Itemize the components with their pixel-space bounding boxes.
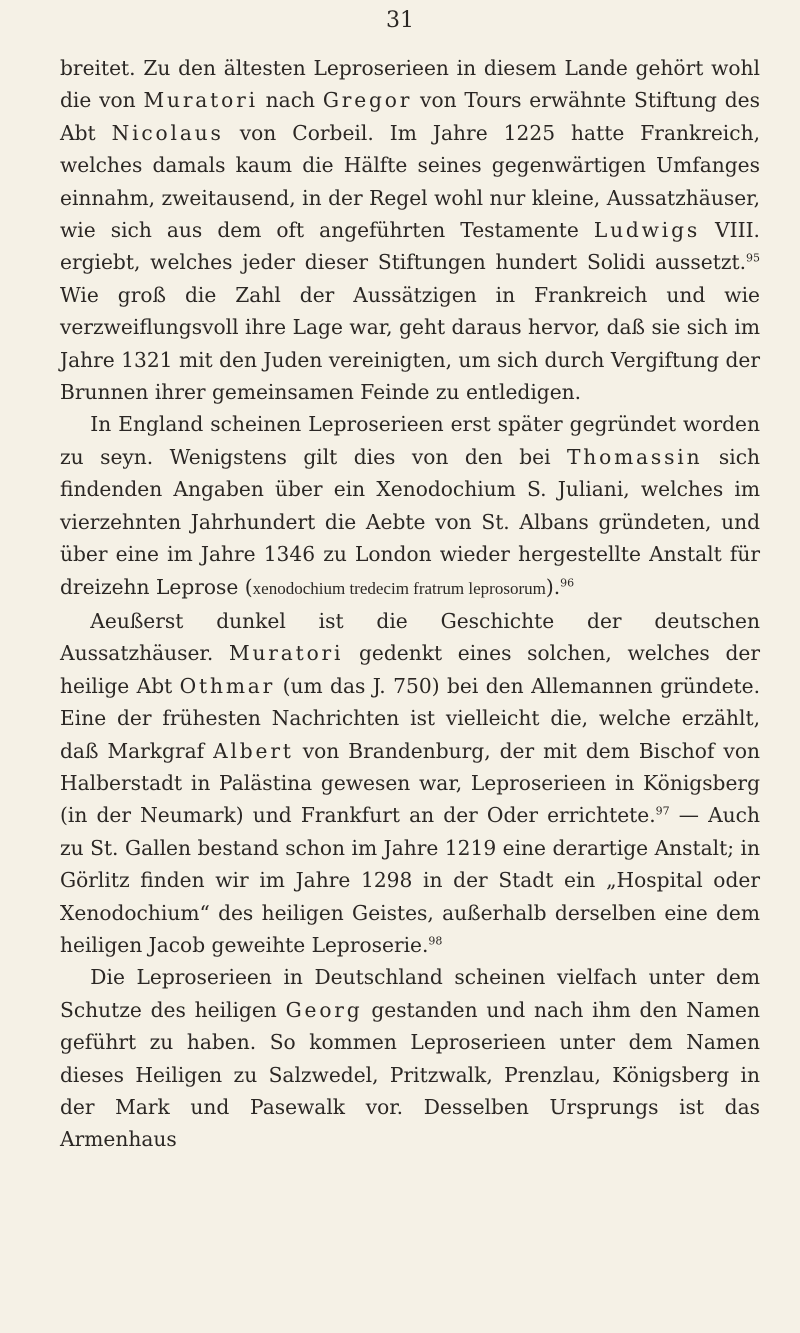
paragraph-4 xyxy=(60,961,760,1155)
footnote-ref: 96 xyxy=(560,575,575,589)
emphasized-name: Muratori xyxy=(228,641,344,666)
text-run: breitet. Zu den ältesten Leproserieen in diesem Lande gehört wohl die von xyxy=(60,56,760,113)
text-run: ). xyxy=(545,574,561,599)
text-run: — Auch zu St. Gallen bestand schon im Jahre 1219 eine derartige Anstalt; in Görlitz finden wir im Jahre 1298 in der Stadt ein „Hospital oder Xenodochium“ des heiligen Geistes, außerhalb derselben eine dem heiligen Jacob geweihte Leproserie. xyxy=(60,803,760,957)
emphasized-name: Ludwigs xyxy=(593,218,701,243)
latin-phrase: xenodochium tredecim fratrum leprosorum xyxy=(252,578,546,598)
emphasized-name: Nicolaus xyxy=(111,120,224,145)
text-run: gedenkt eines solchen, welches der heilige Abt xyxy=(60,641,760,698)
footnote-ref: 97 xyxy=(655,804,670,818)
body-text xyxy=(60,52,760,1156)
paragraph-3 xyxy=(60,605,760,961)
footnote-ref: 98 xyxy=(428,934,443,948)
text-run: von Tours erwähnte Stiftung des Abt xyxy=(60,88,760,145)
text-run: nach xyxy=(257,88,323,113)
footnote-ref: 95 xyxy=(746,251,760,265)
emphasized-name: Georg xyxy=(285,997,363,1022)
text-run: gestanden und nach ihm den Namen geführt zu haben. So kommen Leproserieen unter dem Namen dieses Heiligen zu Salzwedel, Pritzwalk, Prenzlau, Königsberg in der Mark und Pasewalk vor. Desselben Ursprungs ist das Armenhaus xyxy=(60,997,760,1152)
text-run: Die Leproserieen in Deutschland scheinen vielfach unter dem Schutze des heiligen xyxy=(60,965,760,1022)
text-run: Wie groß die Zahl der Aussätzigen in Frankreich und wie verzweiflungsvoll ihre Lage war, geht daraus hervor, daß sie sich im Jahre 1321 mit den Juden vereinigten, um sich durch Vergiftung der Brunnen ihrer gemeinsamen Feinde zu entledigen. xyxy=(60,282,760,405)
emphasized-name: Albert xyxy=(213,738,294,763)
page-number: 31 xyxy=(386,8,414,33)
text-run: VIII. ergiebt, welches jeder dieser Stiftungen hundert Solidi aussetzt. xyxy=(60,218,760,275)
text-run: (um das J. 750) bei den Allemannen gründete. Eine der frühesten Nachrichten ist vielleicht die, welche erzählt, daß Markgraf xyxy=(60,673,760,763)
text-run: von Brandenburg, der mit dem Bischof von Halberstadt in Palästina gewesen war, Leproserieen in Königsberg (in der Neumark) und Frankfurt an der Oder errichtete. xyxy=(60,738,760,828)
text-run: sich findenden Angaben über ein Xenodochium S. Juliani, welches im vierzehnten Jahrhundert die Aebte von St. Albans gründeten, und über eine im Jahre 1346 zu London wieder hergestellte Anstalt für dreizehn Leprose ( xyxy=(60,444,760,599)
emphasized-name: Othmar xyxy=(179,673,276,698)
emphasized-name: Muratori xyxy=(143,88,258,113)
text-run: Aeußerst dunkel ist die Geschichte der deutschen Aussatzhäuser. xyxy=(60,608,760,666)
text-run: In England scheinen Leproserieen erst später gegründet worden zu seyn. Wenigstens gilt dies von den bei xyxy=(60,412,760,469)
paragraph-1 xyxy=(60,52,760,408)
emphasized-name: Thomassin xyxy=(566,444,703,469)
text-run: von Corbeil. Im Jahre 1225 hatte Frankreich, welches damals kaum die Hälfte seines gegenwärtigen Umfanges einnahm, zweitausend, in der Regel wohl nur kleine, Aussatzhäuser, wie sich aus dem oft angeführten Testamente xyxy=(60,120,760,243)
emphasized-name: Gregor xyxy=(322,88,413,113)
paragraph-2 xyxy=(60,408,760,604)
